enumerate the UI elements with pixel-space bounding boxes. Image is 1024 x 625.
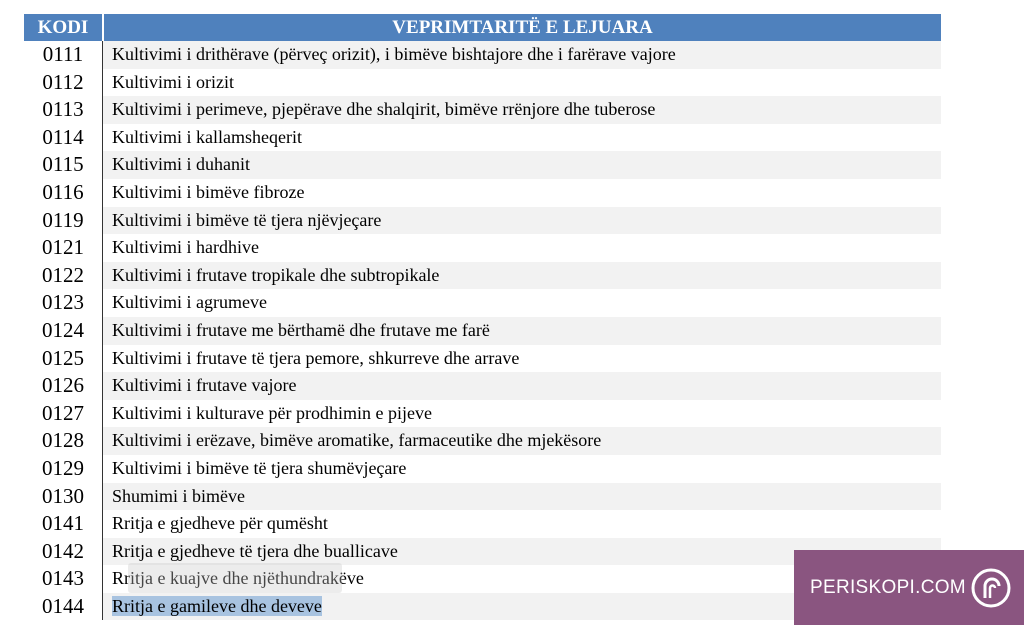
table-row [24, 400, 941, 428]
watermark-text: PERISKOPI.COM [810, 576, 966, 598]
activity-description [102, 234, 941, 262]
table-row [24, 207, 941, 235]
activity-description [102, 510, 941, 538]
activities-column-header: VEPRIMTARITË E LEJUARA [392, 16, 653, 38]
table-row [24, 427, 941, 455]
activity-description-text: Kultivimi i hardhive [112, 237, 259, 258]
activity-description [102, 41, 941, 69]
activity-description-text: Kultivimi i frutave tropikale dhe subtropikale [112, 264, 440, 285]
activity-description [102, 124, 941, 152]
table-row [24, 262, 941, 290]
activities-table [24, 14, 941, 620]
activity-description-text: Kultivimi i kallamsheqerit [112, 126, 302, 147]
activity-code: 0129 [42, 455, 84, 480]
code-column-header: KODI [24, 14, 104, 41]
activity-code: 0113 [42, 97, 84, 122]
table-row [24, 41, 941, 69]
table-header [24, 14, 941, 41]
activity-description [102, 483, 941, 511]
selection-toolbar-ghost [128, 563, 342, 593]
activity-description-text: Kultivimi i duhanit [112, 154, 250, 175]
table-row [24, 345, 941, 373]
table-row [24, 124, 941, 152]
activity-code: 0141 [42, 511, 84, 536]
activity-description [102, 317, 941, 345]
activity-description [102, 372, 941, 400]
activity-description [102, 455, 941, 483]
activity-code: 0123 [42, 290, 84, 315]
activity-code: 0119 [42, 207, 84, 232]
activity-description [102, 179, 941, 207]
activity-description-text: Kultivimi i frutave të tjera pemore, shkurreve dhe arrave [112, 347, 520, 368]
activity-description [102, 69, 941, 97]
activity-code: 0112 [42, 69, 84, 94]
activity-code: 0116 [42, 179, 84, 204]
activity-description-text: Kultivimi i bimëve të tjera njëvjeçare [112, 209, 382, 230]
table-row [24, 96, 941, 124]
table-row [24, 455, 941, 483]
table-row [24, 510, 941, 538]
activity-description-text: Kultivimi i bimëve fibroze [112, 181, 305, 202]
activity-description-text: Kultivimi i agrumeve [112, 292, 267, 313]
activity-description [102, 400, 941, 428]
activity-description-text: Shumimi i bimëve [112, 485, 245, 506]
activity-description-text: Rritja e gamileve dhe deveve [112, 595, 322, 616]
activity-description [102, 427, 941, 455]
activity-code: 0114 [42, 124, 84, 149]
activity-description-text: Kultivimi i frutave me bërthamë dhe frutave me farë [112, 319, 490, 340]
activity-description-text: Kultivimi i drithërave (përveç orizit), i bimëve bishtajore dhe i farërave vajore [112, 44, 676, 64]
activity-description [102, 289, 941, 317]
activity-code: 0127 [42, 400, 84, 425]
periskopi-watermark [794, 550, 1024, 625]
activity-code: 0128 [42, 428, 84, 453]
activity-code: 0121 [42, 235, 84, 260]
activity-code: 0144 [42, 593, 84, 618]
activity-description-text: Kultivimi i erëzave, bimëve aromatike, farmaceutike dhe mjekësore [112, 430, 602, 451]
activity-code: 0125 [42, 345, 84, 370]
periskopi-logo-icon [970, 567, 1012, 609]
activity-description-text: Rritja e gjedheve për qumësht [112, 513, 328, 534]
activity-description [102, 96, 941, 124]
activity-code: 0124 [42, 317, 84, 342]
table-row [24, 372, 941, 400]
table-row [24, 69, 941, 97]
table-row [24, 483, 941, 511]
activity-description-text: Kultivimi i orizit [112, 71, 234, 92]
activity-code: 0143 [42, 566, 84, 591]
activity-description-text: Rritja e kuajve dhe njëthundrakëve [112, 568, 364, 589]
activity-description-text: Kultivimi i frutave vajore [112, 375, 297, 396]
activity-description [102, 207, 941, 235]
activity-description [102, 151, 941, 179]
activity-code: 0142 [42, 538, 84, 563]
activity-description-text: Kultivimi i perimeve, pjepërave dhe shalqirit, bimëve rrënjore dhe tuberose [112, 99, 656, 120]
table-row [24, 151, 941, 179]
activity-code: 0115 [42, 152, 84, 177]
activity-code: 0130 [42, 483, 84, 508]
table-row [24, 289, 941, 317]
activity-description [102, 262, 941, 290]
table-row [24, 234, 941, 262]
activity-code: 0122 [42, 262, 84, 287]
activity-description-text: Rritja e gjedheve të tjera dhe buallicave [112, 540, 398, 561]
table-row [24, 317, 941, 345]
activity-description-text: Kultivimi i kulturave për prodhimin e pijeve [112, 402, 432, 423]
activity-code: 0126 [42, 373, 84, 398]
table-body [24, 41, 941, 620]
activity-description-text: Kultivimi i bimëve të tjera shumëvjeçare [112, 457, 407, 478]
table-row [24, 179, 941, 207]
activity-description [102, 345, 941, 373]
activity-code: 0111 [42, 42, 84, 66]
